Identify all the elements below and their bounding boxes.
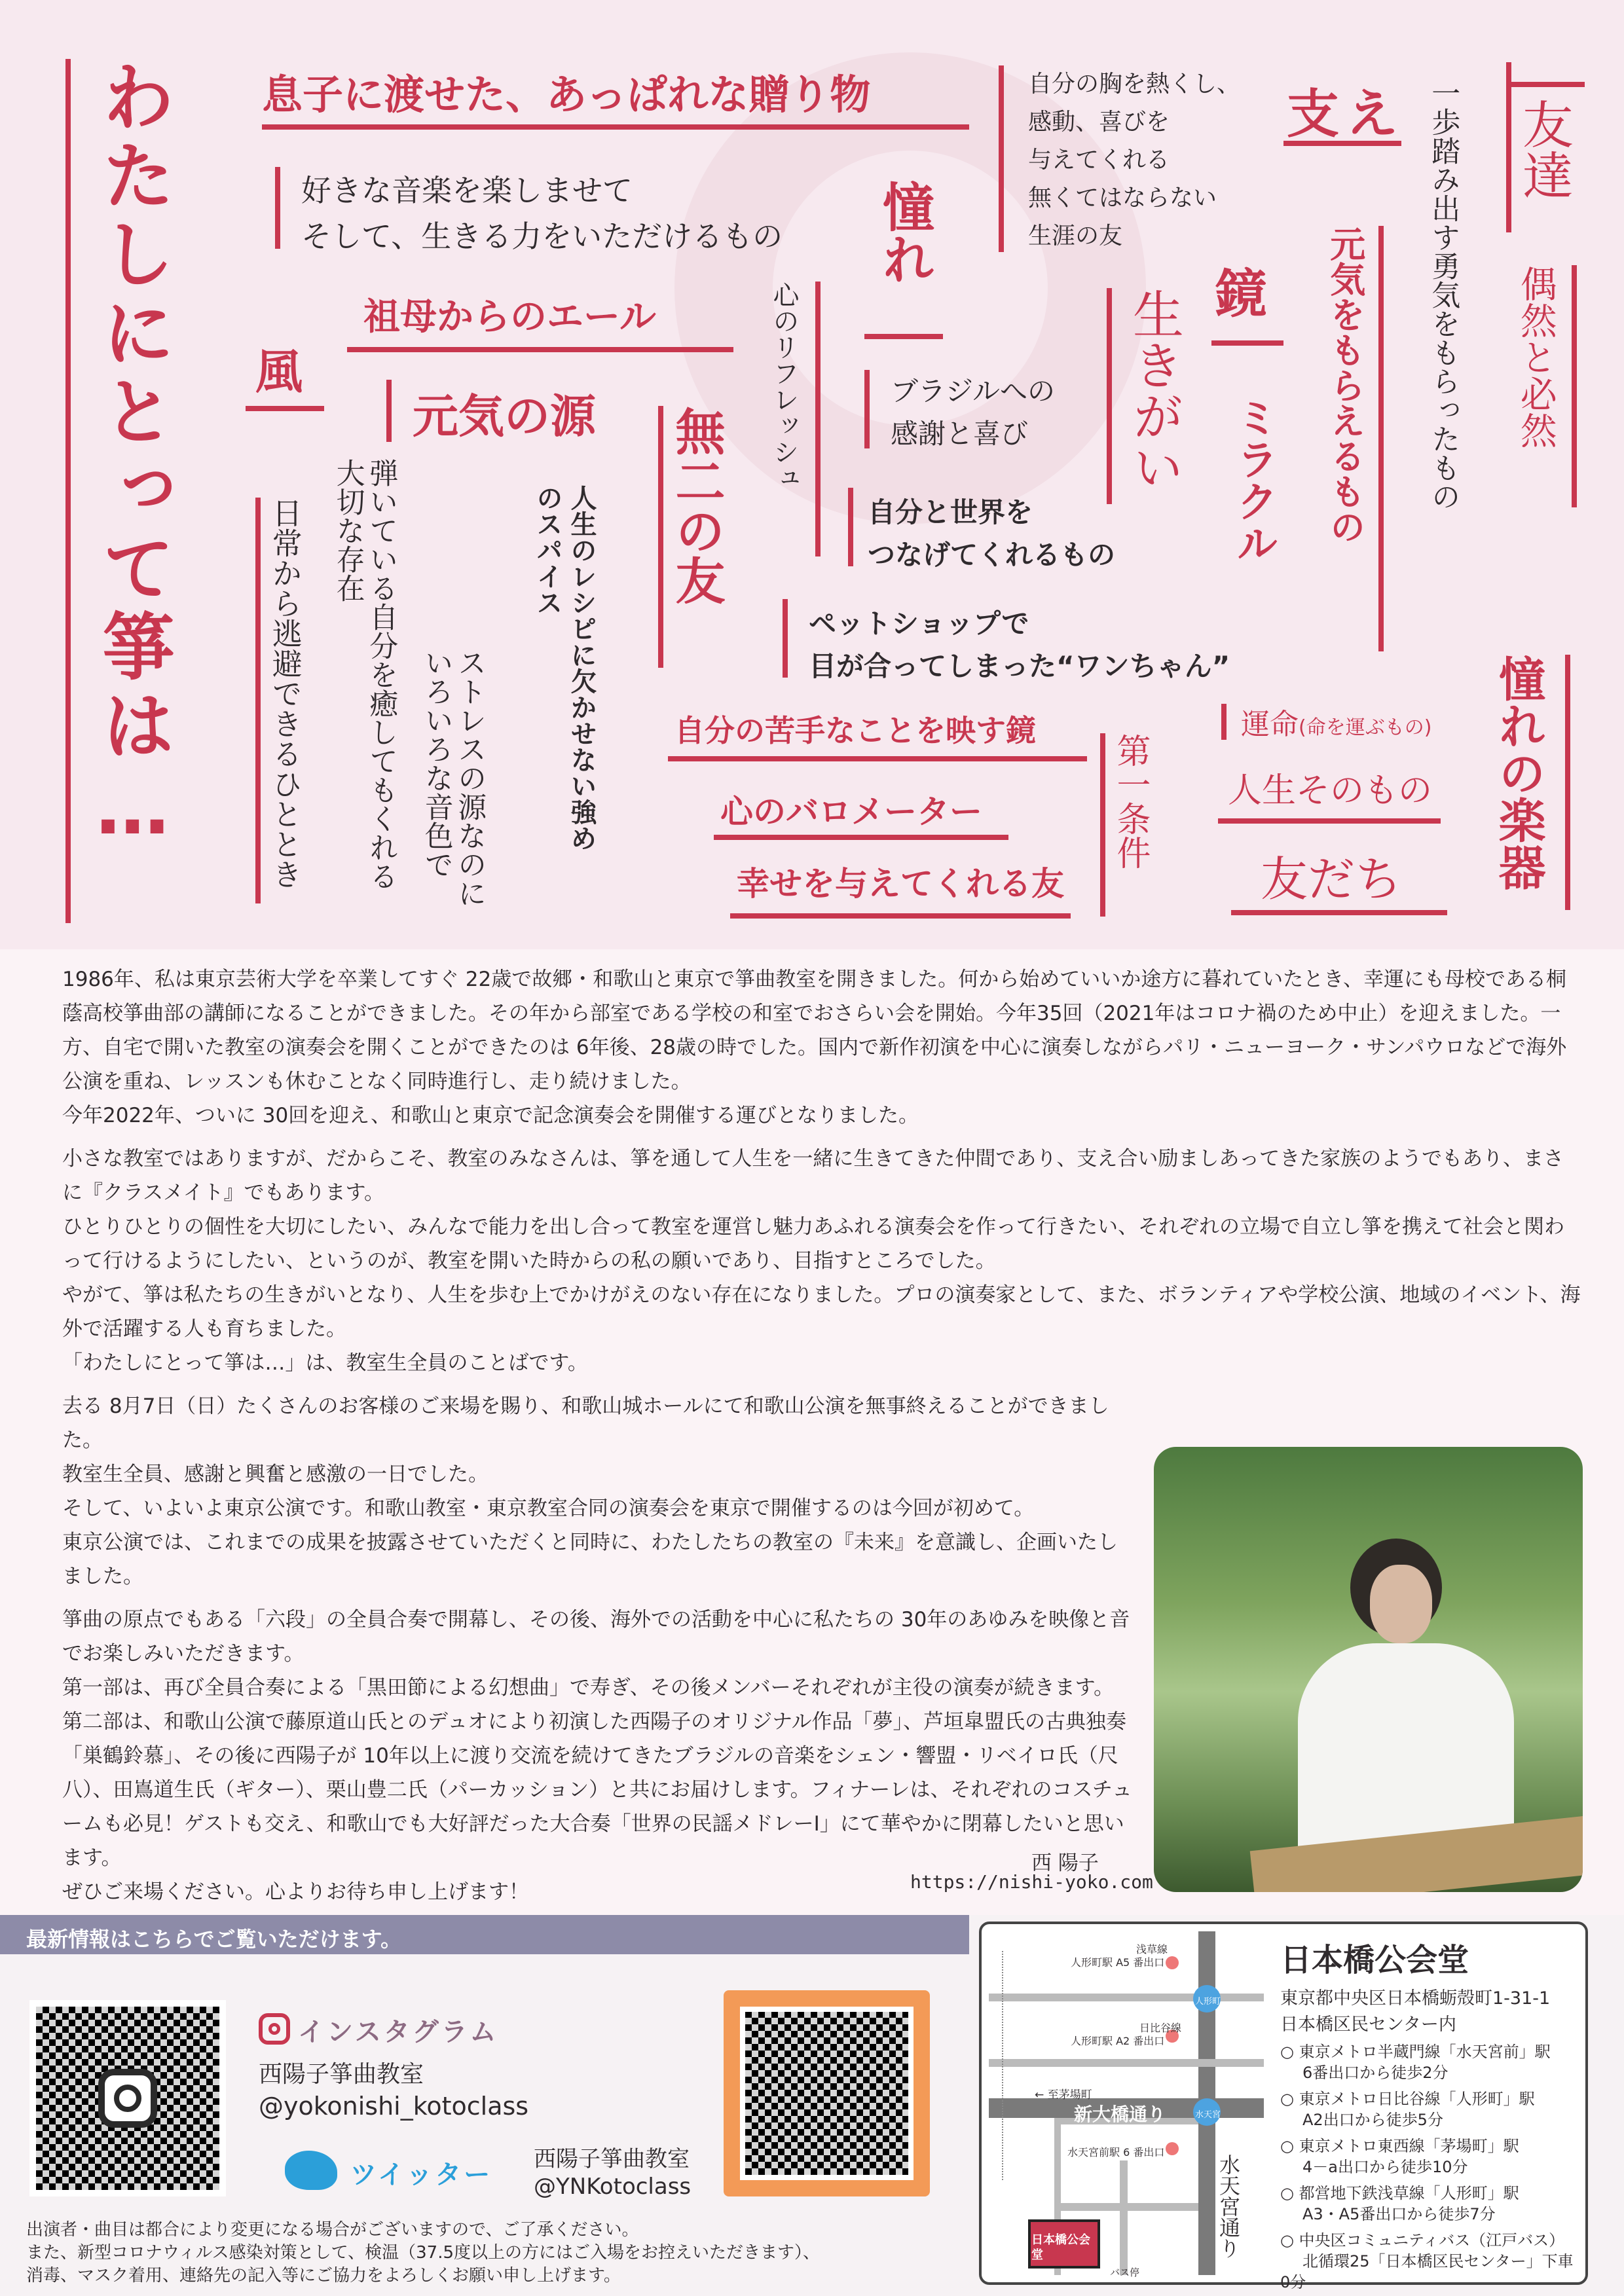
- phrase-mune-1: 自分の胸を熱くし、: [1028, 71, 1241, 98]
- rule: [999, 65, 1004, 252]
- paragraph: 第二部は、和歌山公演で藤原道山氏とのデュオにより初演した西陽子のオリジナル作品「夢」、芦垣皐盟氏の古典独奏「巣鶴鈴慕」、その後に西陽子が 10年以上に渡り交流を続けてきたブラジルの音楽をシェン・響盟・リベイロ氏（尺八）、田嶌道生氏（ギター）、栗山豊二氏（パーカッション）と共にお届けします。フィナーレは、それぞれのコスチュームも必見！ゲストも交え、和歌山でも大好評だった大合奏「世界の民謡メドレーⅠ」にて華やかに閉幕したいと思います。: [62, 1710, 1133, 1870]
- circle-icon: ○: [1280, 2090, 1299, 2108]
- paragraph: やがて、箏は私たちの生きがいとなり、人生を歩む上でかけがえのない存在になりました。プロの演奏家として、また、ボランティアや学校公演、地域のイベント、海外で活躍する人も育ちました。: [62, 1283, 1581, 1341]
- phrase-unmei-note: (命を運ぶもの): [1299, 716, 1432, 739]
- phrase-musuko: 息子に渡せた、あっぱれな贈り物: [262, 71, 871, 118]
- phrase-tomodachi: 友だち: [1261, 852, 1403, 907]
- paragraph: ぜひご来場ください。心よりお待ち申し上げます！: [62, 1880, 529, 1904]
- phrase-mune-3: 与えてくれる: [1028, 147, 1170, 173]
- phrase-jinsei-sono: 人生そのもの: [1228, 771, 1433, 811]
- rule: [864, 334, 943, 339]
- twitter-name: 西陽子箏曲教室: [534, 2146, 690, 2172]
- twitter-qr-code[interactable]: [740, 2007, 913, 2180]
- paragraph: ひとりひとりの個性を大切にしたい、みんなで能力を出し合って教室を運営し魅力あふれる演奏会を作って行きたい、それぞれの立場で自立し箏を携えて社会と関わって行けるようにしたい、というのが、教室を開いた時からの私の願いであり、目指すところでした。: [62, 1215, 1564, 1273]
- twitter-handle[interactable]: @YNKotoclass: [534, 2174, 692, 2200]
- phrase-mune-2: 感動、喜びを: [1028, 109, 1170, 136]
- instagram-name: 西陽子箏曲教室: [259, 2061, 424, 2088]
- circle-icon: ○: [1280, 2231, 1299, 2250]
- rule: [262, 124, 969, 130]
- rule: [848, 488, 853, 566]
- instagram-label: インスタグラム: [298, 2017, 499, 2047]
- phrase-pet-1: ペットショップで: [809, 608, 1029, 640]
- access-item: ○ 東京メトロ半蔵門線「水天宮前」駅 6番出口から徒歩2分: [1280, 2043, 1551, 2082]
- instagram-icon: [259, 2013, 290, 2045]
- paragraph: そして、いよいよ東京公演です。和歌山教室・東京教室合同の演奏会を東京で開催するのは今回が初めて。: [62, 1497, 1035, 1520]
- rule: [1565, 655, 1570, 910]
- map-hall-label: 日本橋公会堂: [1031, 2233, 1090, 2263]
- paragraph: 教室生全員、感謝と興奮と感激の一日でした。: [62, 1463, 489, 1486]
- venue-address-1: 東京都中央区日本橋蛎殻町1-31-1: [1280, 1988, 1551, 2009]
- map-ningyo-a5: 人形町駅 A5 番出口: [1071, 1956, 1165, 1969]
- paragraph: 1986年、私は東京芸術大学を卒業してすぐ 22歳で故郷・和歌山と東京で箏曲教室を開きました。何から始めていいか途方に暮れていたとき、幸運にも母校である桐蔭高校箏曲部の講師になることができました。その年から部室である学校の和室でおさらい会を開始。今年35回（2021年はコロナ禍のため中止）を迎えました。一方、自宅で開いた教室の演奏会を開くことができたのは 6年後、28歳の時でした。国内で新作初演を中心に演奏しながらパリ・ニューヨーク・サンパウロなどで海外公演を重ね、レッスンも休むことなく同時進行し、走り続けました。: [62, 968, 1567, 1093]
- access-list: [1280, 2041, 1581, 2293]
- instagram-logo-icon: [98, 2069, 157, 2128]
- rule: [730, 913, 1071, 919]
- phrase-hiite: [331, 458, 397, 910]
- access-item: ○ 中央区コミュニティバス（江戸バス） 北循環25「日本橋区民センター」下車0分: [1280, 2231, 1574, 2291]
- phrase-miracle: ミラクル: [1229, 396, 1278, 564]
- paragraph: 東京公演では、これまでの成果を披露させていただくと同時に、わたしたちの教室の『未来』を意識し、企画いたしました。: [62, 1531, 1118, 1588]
- phrase-sukina-2: そして、生きる力をいただけるもの: [301, 219, 783, 254]
- phrase-hiite-text: 弾いている自分を癒してもくれる大切な存在: [331, 458, 398, 890]
- rule: [783, 599, 788, 678]
- access-item: ○ 東京メトロ東西線「茅場町」駅 4－a出口から徒歩10分: [1280, 2137, 1519, 2176]
- rule: [864, 370, 870, 448]
- paragraph: 去る 8月7日（日）たくさんのお客様のご来場を賜り、和歌山城ホールにて和歌山公演を無事終えることができました。: [62, 1394, 1109, 1452]
- circle-icon: ○: [1280, 2137, 1299, 2155]
- phrase-stress: [419, 648, 485, 910]
- rule: [1378, 226, 1384, 651]
- phrase-dai1: 第一条件: [1111, 733, 1150, 869]
- phrase-sekai-2: つなげてくれるもの: [868, 539, 1116, 571]
- rule: [668, 756, 1087, 761]
- notes-line-1: 出演者・曲目は都合により変更になる場合がございますので、ご了承ください。: [26, 2220, 639, 2240]
- phrase-genki-gen: 元気の源: [413, 390, 596, 443]
- phrase-yuujin: 友達: [1513, 98, 1573, 200]
- map-ningyo-a2: 人形町駅 A2 番出口: [1071, 2035, 1165, 2047]
- twitter-label: ツイッター: [350, 2160, 493, 2190]
- phrase-sasae: 支え: [1287, 84, 1405, 145]
- paragraph: 今年2022年、ついに 30回を迎え、和歌山と東京で記念演奏会を開催する運びとなりました。: [62, 1104, 919, 1127]
- heading-bar: [65, 59, 71, 923]
- main-heading: わたしにとって箏は…: [90, 59, 175, 856]
- rule: [1221, 704, 1227, 740]
- phrase-nigate: 自分の苦手なことを映す鏡: [674, 713, 1036, 748]
- phrase-ikigai: 生きがい: [1124, 288, 1183, 492]
- phrase-kokoro-refresh: 心のリフレッシュ: [769, 282, 799, 491]
- rule: [246, 406, 324, 411]
- map-suitengu-dori: 水天宮通り: [1216, 2154, 1241, 2259]
- phrase-mune-5: 生涯の友: [1028, 223, 1123, 249]
- phrase-jinsei-recipe-text: 人生のレシピに欠かせない強めのスパイス: [532, 484, 597, 851]
- venue-address-2: 日本橋区民センター内: [1280, 2014, 1456, 2035]
- rule: [347, 347, 733, 352]
- access-item: ○ 東京メトロ日比谷線「人形町」駅 A2出口から徒歩5分: [1280, 2090, 1535, 2129]
- phrase-ippo: 一歩踏み出す勇気をもらったもの: [1426, 79, 1460, 511]
- rule: [1211, 340, 1283, 346]
- phrase-nichijo: 日常から逃避できるひととき: [267, 498, 303, 889]
- phrase-akogare-gakki: 憧れの楽器: [1490, 655, 1546, 890]
- paragraph: 第一部は、再び全員合奏による「黒田節による幻想曲」で寿ぎ、その後メンバーそれぞれが主役の演奏が続きます。: [62, 1676, 1115, 1700]
- phrase-genki-morau: 元気をもらえるもの: [1324, 226, 1366, 544]
- access-item: ○ 都営地下鉄浅草線「人形町」駅 A3・A5番出口から徒歩7分: [1280, 2184, 1519, 2223]
- phrase-sobo: 祖母からのエール: [363, 296, 656, 338]
- phrase-stress-text: ストレスの源なのにいろいろな音色で: [419, 648, 487, 907]
- portrait-photo: [1154, 1447, 1583, 1892]
- rule: [1283, 141, 1401, 146]
- phrase-muni: 無二の友: [667, 406, 726, 605]
- map-bus-stop: バス停: [1110, 2267, 1140, 2278]
- rule: [1231, 910, 1447, 915]
- rule: [255, 498, 261, 903]
- map-hibiya: 日比谷線: [1139, 2022, 1182, 2034]
- phrase-kaze: 風: [255, 344, 303, 399]
- rule: [1107, 288, 1112, 504]
- notes-line-2: また、新型コロナウィルス感染対策として、検温（37.5度以上の方にはご入場をお控えいただきます）、: [26, 2243, 821, 2263]
- phrase-jinsei-recipe: [530, 484, 599, 851]
- phrase-mune-4: 無くてはならない: [1028, 185, 1217, 211]
- phrase-unmei: [1241, 701, 1431, 742]
- phrase-guuzen: 偶然と必然: [1514, 265, 1557, 448]
- rule: [815, 282, 821, 556]
- phrase-brazil-2: 感謝と喜び: [891, 418, 1029, 450]
- map-asakusa: 浅草線: [1136, 1943, 1168, 1956]
- map-shin-ohashi: 新大橋通り: [1074, 2104, 1166, 2125]
- phrase-shiawase: 幸せを与えてくれる友: [737, 865, 1064, 903]
- circle-icon: ○: [1280, 2184, 1299, 2202]
- rule: [1506, 62, 1511, 232]
- signature: 西 陽子: [1031, 1851, 1099, 1875]
- phrase-pet-2: 目が合ってしまった“ワンちゃん”: [809, 650, 1230, 682]
- paragraph: 箏曲の原点でもある「六段」の全員合奏で開幕し、その後、海外での活動を中心に私たちの 30年のあゆみを映像と音でお楽しみいただきます。: [62, 1608, 1130, 1666]
- map-kayabacho: ← 至茅場町: [1035, 2088, 1092, 2102]
- rule: [1218, 818, 1441, 824]
- paragraph: 小さな教室ではありますが、だからこそ、教室のみなさんは、箏を通して人生を一緒に生きてきた仲間であり、支え合い励ましあってきた家族のようでもあり、まさに『クラスメイト』でもあります。: [62, 1147, 1564, 1205]
- website-link[interactable]: https://nishi-yoko.com: [910, 1871, 1153, 1893]
- phrase-sekai-1: 自分と世界を: [868, 496, 1033, 528]
- rule: [658, 406, 663, 668]
- info-strip-text: 最新情報はこちらでご覧いただけます。: [26, 1927, 402, 1952]
- phrase-akogare: 憧れ: [874, 180, 934, 285]
- rule: [275, 167, 280, 249]
- rule: [1100, 733, 1105, 917]
- phrase-brazil-1: ブラジルへの: [891, 375, 1055, 407]
- map-ningyocho: 人形町: [1195, 1997, 1221, 2007]
- rule: [714, 835, 1008, 840]
- phrase-sukina-1: 好きな音楽を楽しませて: [301, 173, 633, 208]
- map-suitengu: 水天宮: [1195, 2110, 1221, 2120]
- rule: [386, 380, 392, 442]
- phrase-barometer: 心のバロメーター: [720, 793, 982, 831]
- paragraph: 「わたしにとって箏は…」は、教室生全員のことばです。: [62, 1351, 588, 1375]
- notes-line-3: 消毒、マスク着用、連絡先の記入等にご協力をよろしくお願い申し上げます。: [26, 2266, 621, 2286]
- phrase-unmei-text: 運命: [1241, 708, 1299, 741]
- map-suitengu-exit: 水天宮前駅 6 番出口: [1067, 2146, 1165, 2159]
- venue-name: 日本橋公会堂: [1280, 1942, 1469, 1978]
- circle-icon: ○: [1280, 2043, 1299, 2061]
- rule: [1572, 265, 1577, 507]
- phrase-kagami: 鏡: [1215, 264, 1267, 325]
- rule: [1506, 82, 1585, 87]
- instagram-handle[interactable]: @yokonishi_kotoclass: [259, 2092, 529, 2121]
